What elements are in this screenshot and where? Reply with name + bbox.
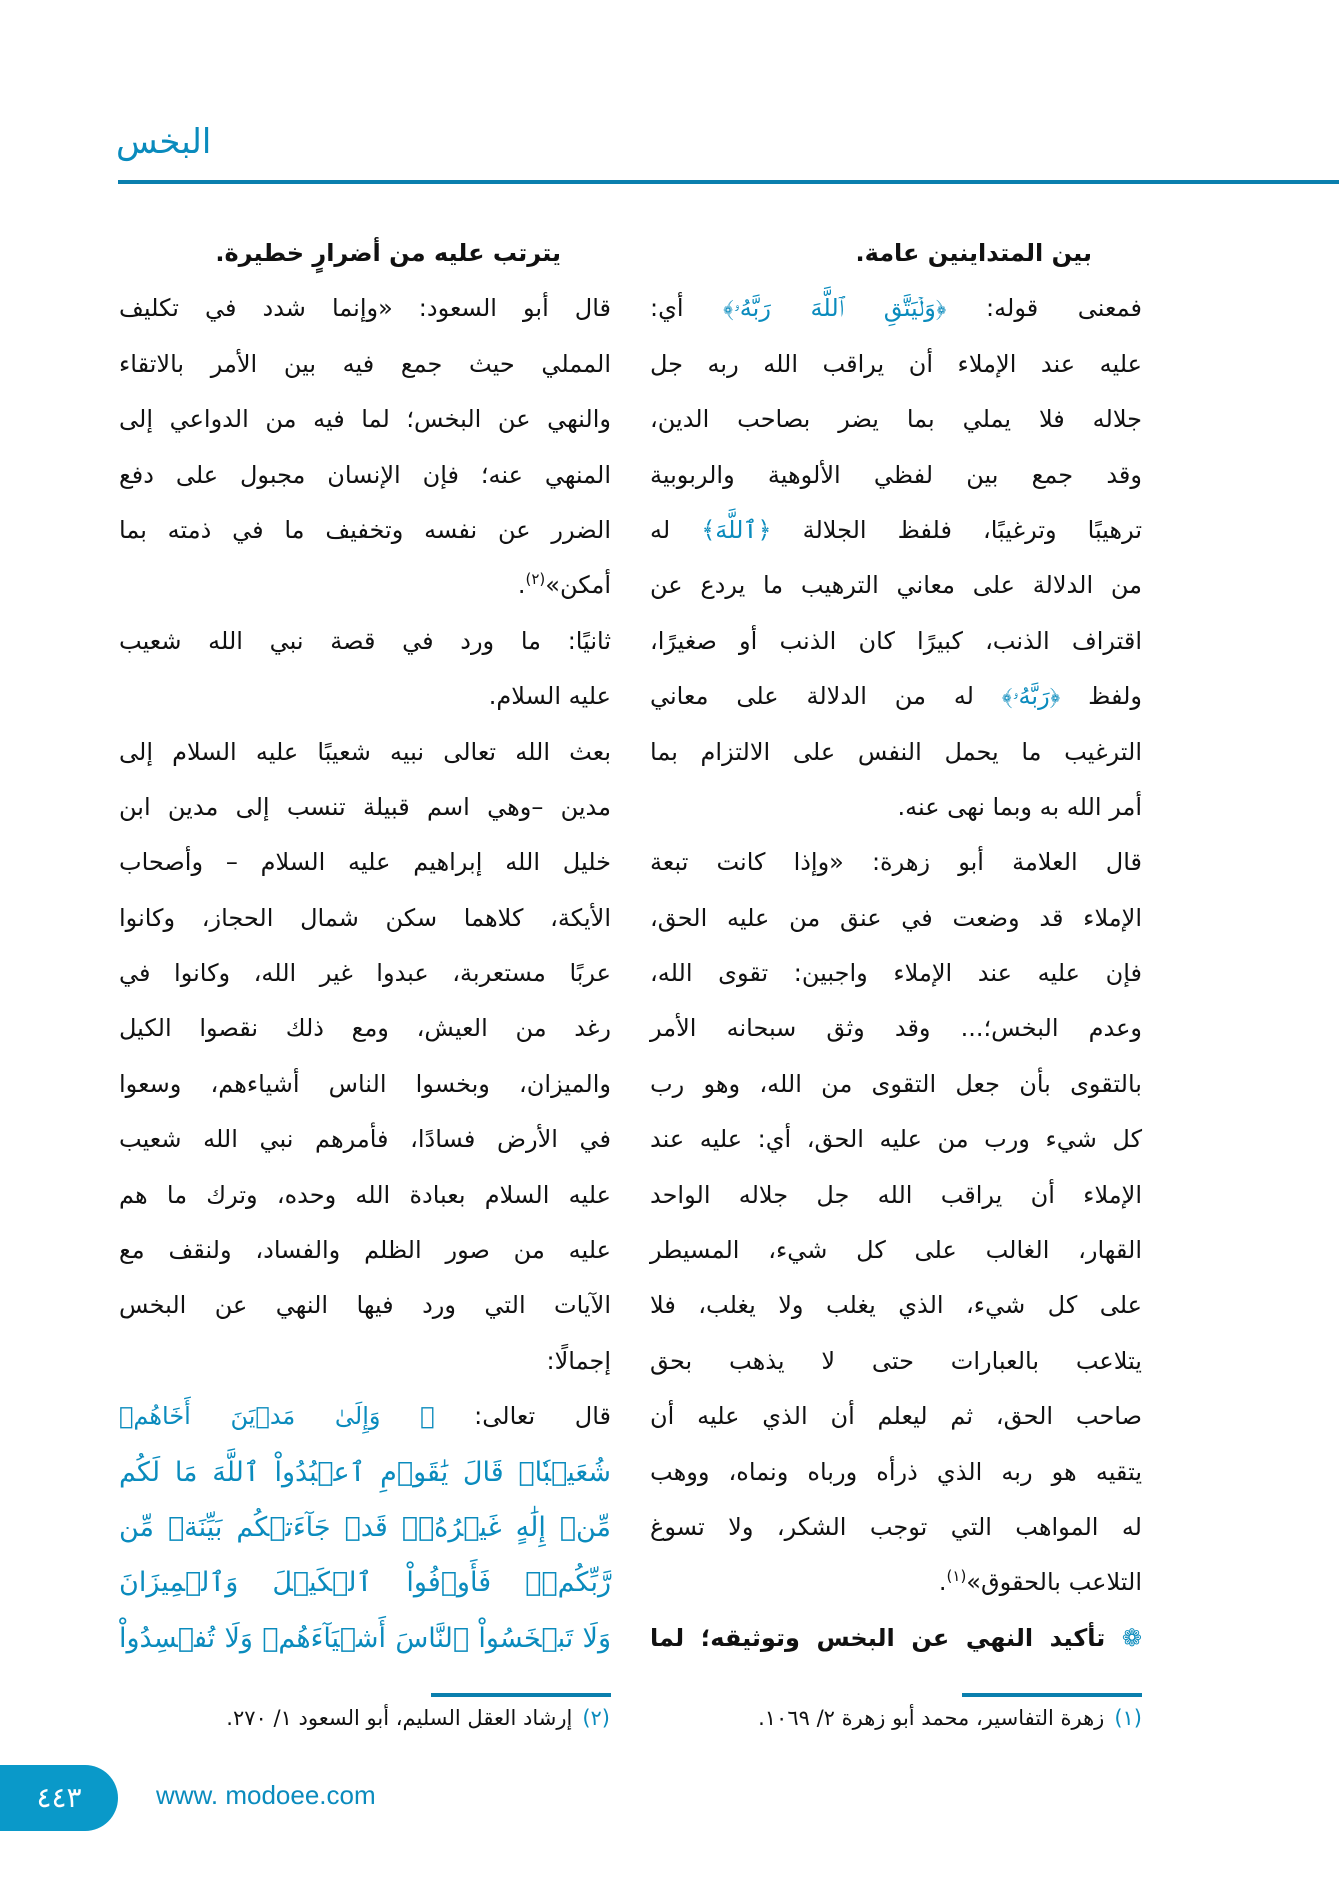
text-line <box>650 1001 1142 1056</box>
footnote-2 <box>226 1706 610 1730</box>
text-segment: مِّنۡ إِلَٰهٍ غَيۡرُهُۥۖ قَدۡ جَآءَتۡكُم بَيِّنَةٞ مِّن <box>119 1511 611 1543</box>
quran-quote: ﴿ٱللَّهَ﴾ <box>701 515 772 544</box>
text-segment: وعدم البخس؛... وقد وثق سبحانه الأمر <box>650 1014 1142 1043</box>
text-segment: عليه من صور الظلم والفساد، ولنقف مع <box>119 1236 611 1265</box>
text-segment: شُعَيۡبٗاۚ قَالَ يَٰقَوۡمِ ٱعۡبُدُواْ ٱللَّهَ مَا لَكُم <box>119 1456 611 1488</box>
text-segment: المنهي عنه؛ فإن الإنسان مجبول على دفع <box>119 460 611 489</box>
text-segment: صاحب الحق، ثم ليعلم أن الذي عليه أن <box>650 1402 1142 1431</box>
text-line <box>119 1334 611 1389</box>
text-line <box>650 891 1142 946</box>
text-line <box>119 614 611 669</box>
text-segment: إجمالًا: <box>546 1346 611 1375</box>
text-segment: الإملاء قد وضعت في عنق من عليه الحق، <box>650 903 1142 932</box>
text-segment: على كل شيء، الذي يغلب ولا يغلب، فلا <box>650 1291 1142 1320</box>
footnote-reference: (٢) <box>525 570 546 589</box>
text-line <box>119 835 611 890</box>
text-segment: التلاعب بالحقوق» <box>966 1568 1142 1597</box>
text-segment: بعث الله تعالى نبيه شعيبًا عليه السلام إلى <box>119 737 611 766</box>
section-heading <box>650 226 1142 281</box>
text-segment: عليه السلام. <box>488 682 611 711</box>
quran-verse-line <box>119 1611 611 1666</box>
text-segment: اقتراف الذنب، كبيرًا كان الذنب أو صغيرًا، <box>650 626 1142 655</box>
text-segment: والنهي عن البخس؛ لما فيه من الدواعي إلى <box>119 405 611 434</box>
text-line <box>650 669 1142 724</box>
text-segment: أمكن» <box>545 571 611 600</box>
text-line <box>119 448 611 503</box>
text-line <box>650 1057 1142 1112</box>
text-segment: الإملاء أن يراقب الله جل جلاله الواحد <box>650 1180 1142 1209</box>
text-line <box>650 1334 1142 1389</box>
text-segment: الترغيب ما يحمل النفس على الالتزام بما <box>650 737 1142 766</box>
text-segment: عربًا مستعربة، عبدوا غير الله، وكانوا في <box>119 959 611 988</box>
text-line <box>650 1168 1142 1223</box>
text-segment: له <box>650 515 702 544</box>
text-line <box>119 891 611 946</box>
header-divider <box>118 180 1339 184</box>
text-line <box>650 614 1142 669</box>
quran-quote: ﴿وَلۡيَتَّقِ ٱللَّهَ رَبَّهُۥ﴾ <box>723 294 947 323</box>
text-segment: عليه السلام بعبادة الله وحده، وترك ما هم <box>119 1180 611 1209</box>
text-line <box>119 780 611 835</box>
footnote-number: (٢) <box>582 1706 610 1730</box>
text-segment: خليل الله إبراهيم عليه السلام – وأصحاب <box>119 848 611 877</box>
text-line <box>119 392 611 447</box>
flower-bullet-icon: ❁ <box>1121 1623 1142 1652</box>
text-line <box>650 392 1142 447</box>
text-line <box>119 337 611 392</box>
text-segment: في الأرض فسادًا، فأمرهم نبي الله شعيب <box>119 1125 611 1154</box>
text-segment: قال تعالى: <box>434 1402 612 1431</box>
text-segment: ولفظ <box>1060 682 1143 711</box>
text-line <box>119 1278 611 1333</box>
text-segment: يترتب عليه من أضرارٍ خطيرة. <box>215 239 561 267</box>
text-line <box>119 1168 611 1223</box>
text-line <box>650 1278 1142 1333</box>
text-segment: وَلَا تَبۡخَسُواْ ٱلنَّاسَ أَشۡيَآءَهُمۡ وَلَا تُفۡسِدُواْ <box>119 1622 611 1654</box>
text-line <box>650 780 1142 835</box>
text-segment: ثانيًا: ما ورد في قصة نبي الله شعيب <box>119 626 611 655</box>
text-segment: المملي حيث جمع فيه بين الأمر بالاتقاء <box>119 349 611 378</box>
text-line <box>119 669 611 724</box>
text-line <box>650 1389 1142 1444</box>
text-segment: بالتقوى بأن جعل التقوى من الله، وهو رب <box>650 1069 1142 1098</box>
text-line <box>650 1112 1142 1167</box>
text-segment: جلاله فلا يملي بما يضر بصاحب الدين، <box>650 405 1142 434</box>
left-text-column <box>119 226 611 1666</box>
text-line <box>650 1500 1142 1555</box>
text-line <box>650 337 1142 392</box>
text-segment: يتقيه هو ربه الذي ذرأه ورباه ونماه، ووهب <box>650 1457 1142 1486</box>
footnote-divider-right <box>962 1693 1142 1697</box>
text-line <box>650 946 1142 1001</box>
text-segment: له من الدلالة على معاني <box>650 682 1002 711</box>
text-line <box>119 281 611 336</box>
text-segment: وقد جمع بين لفظي الألوهية والربوبية <box>650 460 1142 489</box>
quran-verse-line <box>119 1555 611 1610</box>
quran-verse-line <box>119 1445 611 1500</box>
text-line <box>650 281 1142 336</box>
text-line <box>650 558 1142 613</box>
text-segment: الآيات التي ورد فيها النهي عن البخس <box>119 1291 611 1320</box>
text-line <box>119 1001 611 1056</box>
text-segment: له المواهب التي توجب الشكر، ولا تسوغ <box>650 1512 1142 1541</box>
text-line <box>119 946 611 1001</box>
section-heading <box>119 226 611 281</box>
text-segment: الأيكة، كلاهما سكن شمال الحجاز، وكانوا <box>119 903 611 932</box>
text-line <box>119 1112 611 1167</box>
website-link[interactable]: www. modoee.com <box>156 1780 376 1810</box>
text-line <box>650 1555 1142 1610</box>
quran-quote: ﴿رَبَّهُۥ﴾ <box>1001 682 1061 711</box>
text-line <box>650 835 1142 890</box>
text-line <box>650 725 1142 780</box>
text-segment: . <box>938 1568 947 1597</box>
text-segment: ترهيبًا وترغيبًا، فلفظ الجلالة <box>771 515 1143 544</box>
text-line <box>650 1445 1142 1500</box>
text-segment: من الدلالة على معاني الترهيب ما يردع عن <box>650 571 1142 600</box>
text-segment: القهار، الغالب على كل شيء، المسيطر <box>650 1236 1142 1265</box>
text-segment: أي: <box>650 294 724 323</box>
text-segment: قال العلامة أبو زهرة: «وإذا كانت تبعة <box>650 848 1142 877</box>
text-line <box>119 558 611 613</box>
quran-verse-line <box>119 1500 611 1555</box>
text-segment: رَّبِّكُمۡۖ فَأَوۡفُواْ ٱلۡكَيۡلَ وَٱلۡمِيزَانَ <box>119 1567 611 1599</box>
page-number-badge: ٤٤٣ <box>0 1765 118 1831</box>
text-line <box>119 1057 611 1112</box>
text-line <box>119 1389 611 1444</box>
footnote-text: زهرة التفاسير، محمد أبو زهرة ٢/ ١٠٦٩. <box>758 1706 1105 1730</box>
text-segment: بين المتداينين عامة. <box>855 239 1092 267</box>
text-line <box>650 1223 1142 1278</box>
text-segment: الضرر عن نفسه وتخفيف ما في ذمته بما <box>119 515 611 544</box>
text-line <box>119 1223 611 1278</box>
footnote-text: إرشاد العقل السليم، أبو السعود ١/ ٢٧٠. <box>226 1706 573 1730</box>
footnote-reference: (١) <box>946 1567 967 1586</box>
running-header-title: البخس <box>116 122 212 162</box>
text-segment: أمر الله به وبما نهى عنه. <box>897 792 1142 821</box>
footnote-1 <box>758 1706 1142 1730</box>
text-segment: فإن عليه عند الإملاء واجبين: تقوى الله، <box>650 959 1142 988</box>
text-segment: . <box>517 571 526 600</box>
text-segment: تأكيد النهي عن البخس وتوثيقه؛ لما <box>650 1623 1122 1652</box>
text-segment: يتلاعب بالعبارات حتى لا يذهب بحق <box>650 1346 1142 1375</box>
text-segment: مدين –وهي اسم قبيلة تنسب إلى مدين ابن <box>119 792 611 821</box>
text-line <box>119 503 611 558</box>
right-text-column <box>650 226 1142 1666</box>
text-line <box>119 725 611 780</box>
text-segment: كل شيء ورب من عليه الحق، أي: عليه عند <box>650 1125 1142 1154</box>
text-line <box>650 1611 1142 1666</box>
text-line <box>650 448 1142 503</box>
text-segment: والميزان، وبخسوا الناس أشياءهم، وسعوا <box>119 1069 611 1098</box>
text-segment: عليه عند الإملاء أن يراقب الله ربه جل <box>650 349 1142 378</box>
text-segment: رغد من العيش، ومع ذلك نقصوا الكيل <box>119 1014 611 1043</box>
quran-quote: ﴿ وَإِلَىٰ مَدۡيَنَ أَخَاهُمۡ <box>119 1402 435 1431</box>
text-segment: قال أبو السعود: «وإنما شدد في تكليف <box>119 294 611 323</box>
text-segment: فمعنى قوله: <box>946 294 1142 323</box>
footnote-number: (١) <box>1114 1706 1142 1730</box>
text-line <box>650 503 1142 558</box>
footnote-divider-left <box>431 1693 611 1697</box>
